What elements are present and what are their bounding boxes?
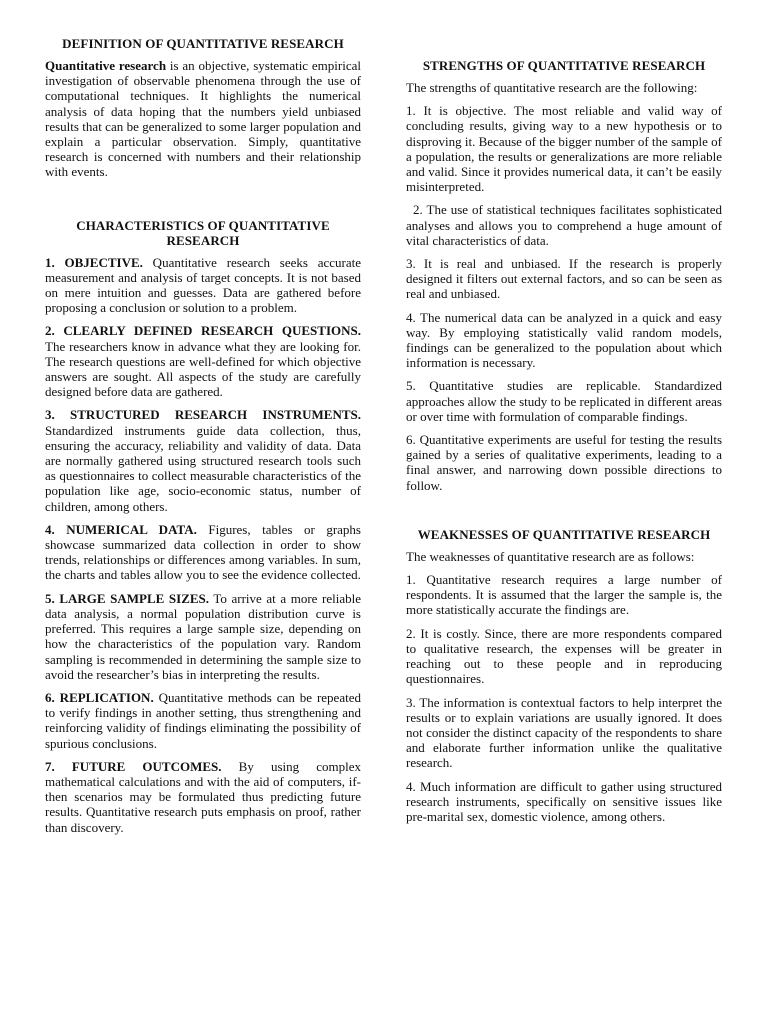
strength-item: 2. The use of statistical techniques facilitates sophisticated analyses and allows you to comprehend a huge amount of vital characteristics of data.	[406, 202, 722, 248]
weakness-item: 4. Much information are difficult to gather using structured research instruments, specifically on sensitive issues like pre-marital sex, domestic violence, among others.	[406, 778, 722, 824]
definition-term: Quantitative research	[45, 58, 167, 73]
characteristic-item	[45, 255, 361, 316]
characteristic-text: Quantitative methods can be repeated to verify findings in another setting, thus strengthening and reinforcing validity of findings eliminating the possibility of spurious conclusions.	[45, 689, 361, 751]
left-column	[45, 36, 361, 843]
characteristic-text: To arrive at a more reliable data analysis, a normal population distribution curve is preferred. This requires a large sample size, depending on how the characteristics of the population vary. Random sampling is recommended in determining the sample size to avoid the researcher’s bias in interpreting the results.	[45, 590, 361, 682]
characteristic-lead: 5. LARGE SAMPLE SIZES.	[45, 590, 210, 606]
characteristic-item	[45, 407, 361, 513]
characteristic-text: Figures, tables or graphs showcase summarized data collection in order to show trends, relationships or differences among variables. In sum, the charts and tables allow you to see the evidence collected.	[45, 521, 361, 583]
strength-item: 6. Quantitative experiments are useful for testing the results gained by a series of qualitative experiments, leading to a final answer, and narrowing down possible directions to follow.	[406, 432, 722, 493]
characteristic-lead: 1. OBJECTIVE.	[45, 254, 143, 270]
weakness-item: 3. The information is contextual factors to help interpret the results or to explain variations are usually ignored. It does not consider the distinct capacity of the respondents to share and elaborate further information unlike the qualitative research.	[406, 694, 722, 771]
characteristic-item	[45, 759, 361, 835]
characteristic-lead: 6. REPLICATION.	[45, 689, 154, 705]
characteristic-text: Quantitative research seeks accurate measurement and analysis of target concepts. It is not based on mere intuition and guesses. Data are gathered before proposing a conclusion or solution to a problem.	[45, 254, 361, 316]
characteristic-lead: 2. CLEARLY DEFINED RESEARCH QUESTIONS.	[45, 323, 361, 339]
definition-body: is an objective, systematic empirical investigation of observable phenomena through the use of computational techniques. It highlights the numerical analysis of data hoping that the numbers yield unbiased results that can be generalized to some larger population and explain a particular observation. Simply, quantitative research is concerned with numbers and their relationship with events.	[45, 58, 361, 180]
definition-heading: DEFINITION OF QUANTITATIVE RESEARCH	[62, 36, 344, 51]
strength-item: 3. It is real and unbiased. If the research is properly designed it filters out external factors, and so can be seen as real and unbiased.	[406, 256, 722, 302]
weakness-item: 2. It is costly. Since, there are more respondents compared to qualitative research, the expenses will be greater in reaching out to these people and in reproducing questionnaires.	[406, 625, 722, 687]
strength-item: 4. The numerical data can be analyzed in a quick and easy way. By employing statistically valid random models, findings can be generalized to the population about which information is necessary.	[406, 309, 722, 371]
characteristic-item	[45, 690, 361, 751]
definition-paragraph	[45, 58, 361, 180]
strength-item: 1. It is objective. The most reliable and valid way of concluding results, giving way to a new hypothesis or to disproving it. Because of the bigger number of the sample of a population, the results or generalizations are more reliable and valid. Since it provides numerical data, it can’t be easily misinterpreted.	[406, 103, 722, 195]
characteristic-item	[45, 323, 361, 399]
characteristic-lead: 7. FUTURE OUTCOMES.	[45, 758, 222, 774]
characteristic-text: The researchers know in advance what they are looking for. The research questions are well-defined for which objective answers are sought. All aspects of the study are carefully designed before data are gathered.	[45, 338, 361, 400]
characteristic-lead: 4. NUMERICAL DATA.	[45, 521, 197, 537]
strengths-heading: STRENGTHS OF QUANTITATIVE RESEARCH	[422, 58, 706, 73]
characteristics-heading: CHARACTERISTICS OF QUANTITATIVE RESEARCH	[76, 217, 330, 248]
weaknesses-heading: WEAKNESSES OF QUANTITATIVE RESEARCH	[417, 526, 711, 542]
weakness-item: 1. Quantitative research requires a large number of respondents. It is assumed that the larger the sample is, the more statistically accurate the findings are.	[406, 572, 722, 618]
strength-item: 5. Quantitative studies are replicable. Standardized approaches allow the study to be replicated in different areas or over time with formulation of comparable findings.	[406, 378, 722, 424]
characteristic-lead: 3. STRUCTURED RESEARCH INSTRUMENTS.	[45, 407, 361, 423]
characteristic-item	[45, 591, 361, 682]
right-column	[406, 36, 722, 832]
characteristic-text: By using complex mathematical calculations and with the aid of computers, if-then scenarios may be formulated thus predicting future results. Quantitative research puts emphasis on proof, rather than discovery.	[45, 758, 361, 835]
weaknesses-intro: The weaknesses of quantitative research are as follows:	[406, 548, 695, 564]
strengths-intro: The strengths of quantitative research are the following:	[406, 80, 698, 95]
characteristic-item	[45, 522, 361, 583]
characteristic-text: Standardized instruments guide data collection, thus, ensuring the accuracy, reliability and validity of data. Data are normally gathered using structured research tools such as questionnaires to collect measurable characteristics of the population like age, socio-economic status, number of children, among others.	[45, 422, 361, 514]
